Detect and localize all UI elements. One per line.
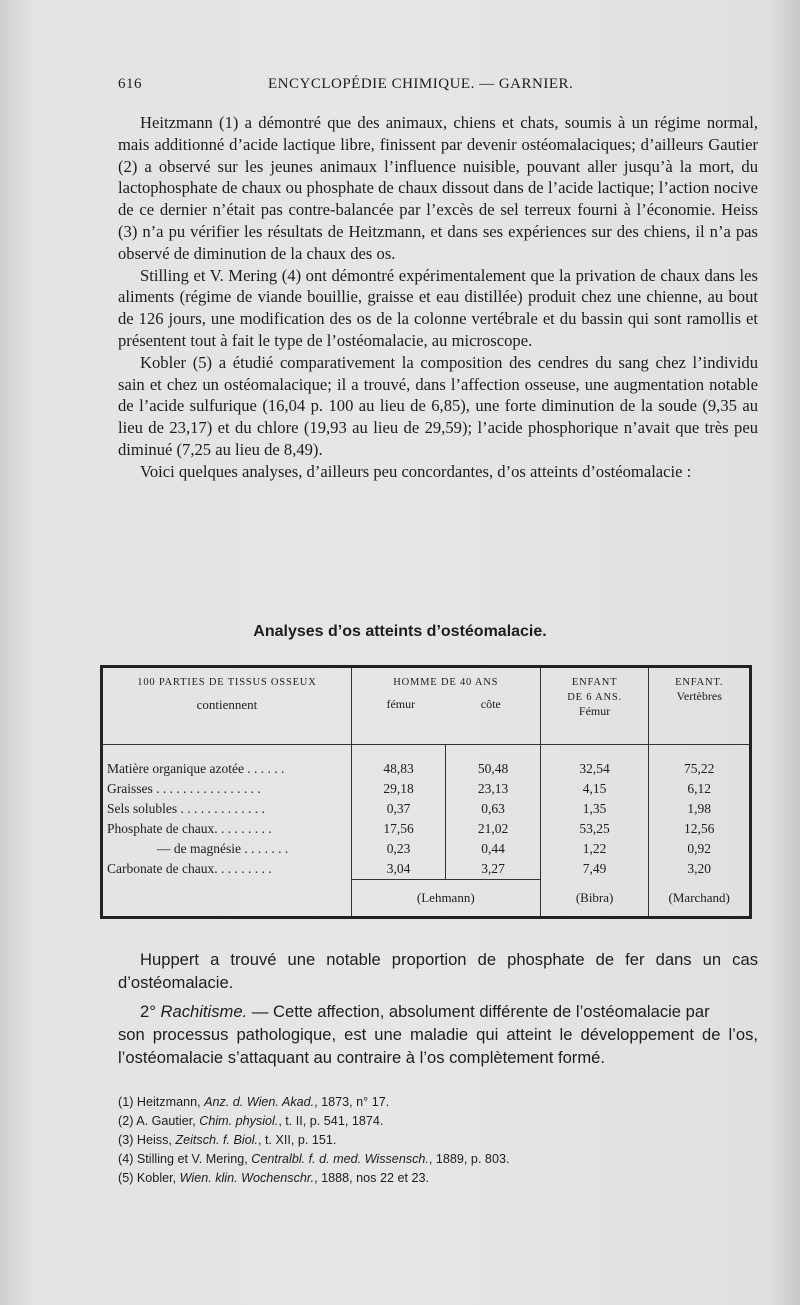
- source-enfant: (Marchand): [649, 880, 751, 918]
- row-label: Phosphate de chaux. . . . . . . . .: [107, 821, 272, 836]
- header-homme-subcols: [356, 697, 536, 712]
- cell-enfant6-femur: 1,35: [540, 799, 649, 819]
- cell-enfant-vertebres: 0,92: [649, 839, 751, 859]
- rachitisme-paragraph: [118, 1000, 758, 1023]
- cell-homme-cote: 23,13: [446, 779, 540, 799]
- table-title: Analyses d’os atteints d’ostéomalacie.: [253, 623, 547, 640]
- row-label: Graisses . . . . . . . . . . . . . . . .: [107, 781, 261, 796]
- cell-enfant6-femur: 1,22: [540, 839, 649, 859]
- footnote-journal: Anz. d. Wien. Akad.: [204, 1095, 315, 1109]
- header-enfant-6-line3: Fémur: [578, 704, 611, 718]
- main-text: [118, 112, 758, 483]
- paragraph: Stilling et V. Mering (4) ont démontré expérimentalement que la privation de chaux dans les aliments (régime de viande bouillie, graisse et eau distillée) produit chez une chienne, au bout de 126 jours, une modification des os de la colonne vertébrale et du bassin qui sont ramollis et présentent tout à fait le type de l’ostéomalacie, au microscope.: [118, 265, 758, 350]
- paragraph: Heitzmann (1) a démontré que des animaux, chiens et chats, soumis à un régime normal, mais additionné d’acide lactique libre, finissent par devenir ostéomalaciques; d’ailleurs Gautier (2) a observé sur les jeunes animaux l’influence nuisible, pouvant aller jusqu’à la mort, du lactophosphate de chaux ou phosphate de chaux dissout dans de l’acide lactique; l’action nocive de ce dernier n’était pas contre-balancée par l’excès de sel terreux fourni à l’économie. Heiss (3) n’a pu vérifier les résultats de Heitzmann, et dans ses expériences sur des chiens, il n’a pas observé de diminution de la chaux des os.: [118, 113, 758, 263]
- footnote: [118, 1112, 758, 1131]
- section-text: — Cette affection, absolument différente de l’ostéomalacie par: [247, 1002, 710, 1021]
- footnote-ref: , 1873, n° 17.: [314, 1095, 390, 1109]
- table-row: [102, 839, 751, 859]
- footnote-number: (3): [118, 1133, 134, 1147]
- footnote: [118, 1169, 758, 1188]
- footnote-ref: , 1888, nos 22 et 23.: [314, 1171, 429, 1185]
- header-femur: fémur: [386, 697, 416, 711]
- cell-enfant-vertebres: 75,22: [649, 745, 751, 780]
- header-enfant-6-line2: DE 6 ANS.: [567, 692, 622, 703]
- cell-homme-cote: 50,48: [446, 745, 540, 780]
- cell-homme-cote: 3,27: [446, 859, 540, 880]
- table-row: [102, 745, 751, 780]
- footnote-journal: Chim. physiol.: [199, 1114, 279, 1128]
- footnote-journal: Centralbl. f. d. med. Wissensch.: [251, 1152, 429, 1166]
- footnote-ref: , 1889, p. 803.: [428, 1152, 510, 1166]
- section-number: 2°: [140, 1002, 156, 1021]
- cell-enfant6-femur: 7,49: [540, 859, 649, 880]
- cell-homme-cote: 0,44: [446, 839, 540, 859]
- footnote: [118, 1150, 758, 1169]
- cell-enfant6-femur: 53,25: [540, 819, 649, 839]
- page-number: 616: [118, 76, 142, 92]
- source-homme: (Lehmann): [351, 880, 540, 918]
- footnote-author: Kobler,: [136, 1171, 180, 1185]
- table-row: [102, 779, 751, 799]
- table-row: [102, 819, 751, 839]
- running-title: ENCYCLOPÉDIE CHIMIQUE. — GARNIER.: [268, 76, 574, 92]
- paragraph: son processus pathologique, est une maladie qui atteint le développement de l’os, l’ostéomalacie s’attaquant au contraire à l’os complètement formé.: [118, 1025, 758, 1067]
- paragraph: Voici quelques analyses, d’ailleurs peu concordantes, d’os atteints d’ostéomalacie :: [140, 461, 692, 481]
- sources-row: [102, 880, 751, 918]
- sources-empty-cell: [102, 880, 352, 918]
- row-label: Carbonate de chaux. . . . . . . . .: [107, 861, 272, 877]
- footnote: [118, 1131, 758, 1150]
- header-enfant: [649, 667, 751, 745]
- header-tissues-line2: contiennent: [196, 697, 258, 712]
- row-label: Sels solubles . . . . . . . . . . . . .: [107, 801, 265, 816]
- header-homme: [351, 667, 540, 745]
- following-text: [118, 948, 758, 1069]
- cell-enfant-vertebres: 6,12: [649, 779, 751, 799]
- cell-homme-femur: 0,37: [351, 799, 445, 819]
- footnote-number: (1): [118, 1095, 134, 1109]
- footnote-journal: Wien. klin. Wochenschr.: [179, 1171, 315, 1185]
- table-header-row: [102, 667, 751, 745]
- header-cote: côte: [480, 697, 501, 711]
- header-enfant-6: [540, 667, 649, 745]
- footnote-number: (5): [118, 1171, 134, 1185]
- table-row: [102, 799, 751, 819]
- footnote: [118, 1093, 758, 1112]
- footnote-ref: , t. II, p. 541, 1874.: [278, 1114, 384, 1128]
- paragraph: Huppert a trouvé une notable proportion de phosphate de fer dans un cas d’ostéomalacie.: [118, 950, 758, 992]
- analysis-table: [100, 665, 752, 919]
- header-tissues-line1: 100 PARTIES DE TISSUS OSSEUX: [137, 677, 317, 688]
- cell-homme-femur: 0,23: [351, 839, 445, 859]
- footnote-number: (4): [118, 1152, 134, 1166]
- header-enfant-line2: Vertèbres: [676, 689, 722, 703]
- cell-homme-cote: 0,63: [446, 799, 540, 819]
- cell-homme-femur: 3,04: [351, 859, 445, 880]
- footnote-author: Heitzmann,: [136, 1095, 205, 1109]
- cell-homme-femur: 29,18: [351, 779, 445, 799]
- cell-enfant-vertebres: 12,56: [649, 819, 751, 839]
- footnote-author: A. Gautier,: [136, 1114, 200, 1128]
- cell-homme-femur: 48,83: [351, 745, 445, 780]
- footnote-number: (2): [118, 1114, 134, 1128]
- cell-enfant-vertebres: 1,98: [649, 799, 751, 819]
- footnote-journal: Zeitsch. f. Biol.: [175, 1133, 258, 1147]
- header-homme-label: HOMME DE 40 ANS: [393, 677, 499, 688]
- source-enfant6: (Bibra): [540, 880, 649, 918]
- section-term: Rachitisme.: [160, 1002, 248, 1021]
- header-tissues: [102, 667, 352, 745]
- cell-enfant6-femur: 32,54: [540, 745, 649, 780]
- table-row: [102, 859, 751, 880]
- header-enfant-6-line1: ENFANT: [571, 677, 618, 688]
- cell-enfant6-femur: 4,15: [540, 779, 649, 799]
- header-enfant-line1: ENFANT.: [675, 677, 724, 688]
- cell-homme-cote: 21,02: [446, 819, 540, 839]
- footnote-author: Stilling et V. Mering,: [136, 1152, 252, 1166]
- paragraph: Kobler (5) a étudié comparativement la composition des cendres du sang chez l’individu sain et chez un ostéomalacique; il a trouvé, dans l’affection osseuse, une augmentation notable de l’acide sulfurique (16,04 p. 100 au lieu de 6,85), une forte diminution de la soude (9,35 au lieu de 23,17) et du chlore (19,93 au lieu de 29,59); l’acide phosphorique n’avait que très peu diminué (7,25 au lieu de 8,49).: [118, 352, 758, 459]
- cell-enfant-vertebres: 3,20: [649, 859, 751, 880]
- cell-homme-femur: 17,56: [351, 819, 445, 839]
- footnote-author: Heiss,: [136, 1133, 176, 1147]
- row-label: Matière organique azotée . . . . . .: [107, 761, 285, 776]
- footnotes: [118, 1093, 758, 1188]
- row-label: — de magnésie . . . . . . .: [157, 841, 289, 856]
- footnote-ref: , t. XII, p. 151.: [258, 1133, 337, 1147]
